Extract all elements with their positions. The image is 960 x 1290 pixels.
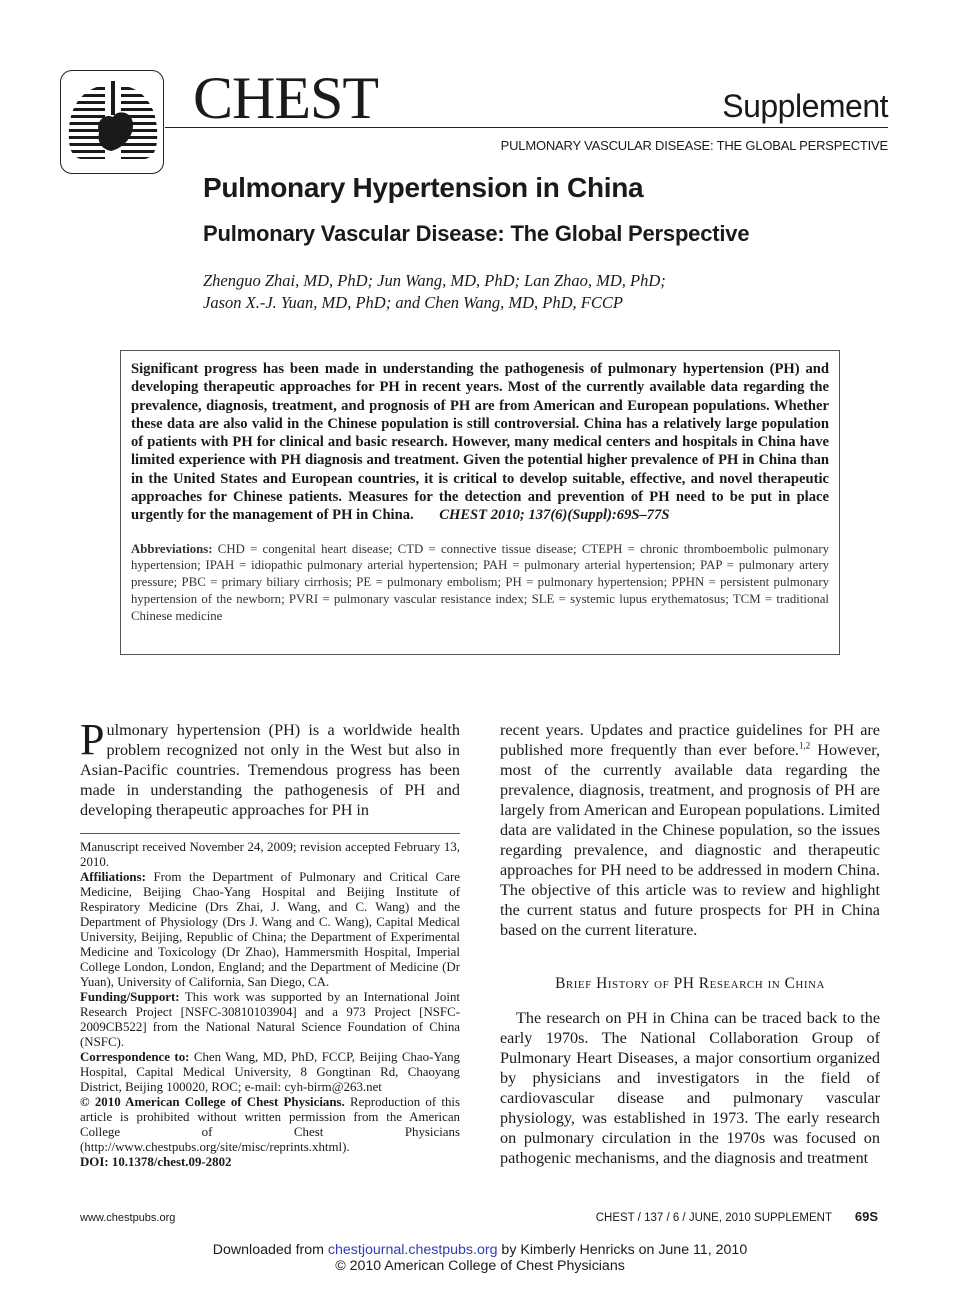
supplement-label: Supplement — [722, 88, 888, 124]
header-rule — [165, 127, 888, 128]
funding — [80, 990, 460, 1050]
affiliations — [80, 870, 460, 990]
abbreviations-text: CHD = congenital heart disease; CTD = connective tissue disease; CTEPH = chronic thromboembolic pulmonary hypertension; IPAH = idiopathic pulmonary arterial hypertension; PAH = pulmonary arterial hypertension; PAP = pulmonary artery pressure; PBC = primary biliary cirrhosis; PE = pulmonary embolism; PH = pulmonary hypertension; PPHN = persistent pulmonary hypertension of the newborn; PVRI = pulmonary vascular resistance index; SLE = systemic lupus erythematosus; TCM = traditional Chinese medicine — [131, 541, 830, 623]
correspondence-text: Chen Wang, MD, PhD, FCCP, Beijing Chao-Yang Hospital, Capital Medical University, 8 Gongtinan Rd, Chaoyang District, Beijing 100020, ROC; e-mail: cyh-birm@263.net — [80, 1050, 460, 1094]
funding-text: This work was supported by an International Joint Research Project [NSFC-30810103904] and a 973 Project [NSFC-2009CB522] from the National Natural Science Foundation of China (NSFC). — [80, 990, 460, 1049]
manuscript-dates: Manuscript received November 24, 2009; revision accepted February 13, 2010. — [80, 840, 460, 869]
section-label: PULMONARY VASCULAR DISEASE: THE GLOBAL PERSPECTIVE — [500, 138, 888, 153]
article-subtitle: Pulmonary Vascular Disease: The Global Perspective — [203, 221, 750, 246]
page-number: 69S — [854, 1209, 878, 1224]
affiliations-label: Affiliations: — [80, 870, 146, 884]
doi — [80, 1155, 460, 1170]
doi-label: DOI: — [80, 1155, 109, 1169]
authors-line-2: Jason X.-J. Yuan, MD, PhD; and Chen Wang, MD, PhD, FCCP — [203, 293, 623, 312]
notes-rule — [80, 833, 460, 834]
abstract-box — [120, 350, 840, 655]
copyright-line: © 2010 American College of Chest Physicians — [335, 1258, 625, 1274]
intro-text: ulmonary hypertension (PH) is a worldwide health problem recognized not only in the West but also in Asian-Pacific countries. Tremendous progress has been made in understanding the pathogenesis of PH and developing therapeutic approaches for PH in — [80, 721, 460, 819]
right-paragraph-1 — [500, 720, 880, 940]
copyright-label: © 2010 American College of Chest Physicians. — [80, 1095, 345, 1109]
copyright-note — [80, 1095, 460, 1155]
right-column — [500, 720, 880, 1168]
abbreviations-label: Abbreviations: — [131, 541, 213, 556]
correspondence — [80, 1050, 460, 1095]
authors-line-1: Zhenguo Zhai, MD, PhD; Jun Wang, MD, PhD; Lan Zhao, MD, PhD; — [203, 271, 666, 290]
download-notice — [0, 1242, 960, 1259]
abstract-text: Significant progress has been made in understanding the pathogenesis of pulmonary hypertension (PH) and developing therapeutic approaches for PH in recent years. Most of the currently available data regarding the prevalence, diagnosis, treatment, and prognosis of PH are from American and European populations. Whether these data are also valid in the Chinese population is still controversial. China has a relatively large population of patients with PH for clinical and basic research. However, many medical centers and hospitals in China have limited experience with PH diagnosis and treatment. Given the potential higher prevalence of PH in China than in the United States and European countries, it is critical to develop suitable, effective, and novel therapeutic approaches for Chinese patients. Measures for the detection and prevention of PH need to be put in place urgently for the management of PH in China. — [131, 361, 829, 524]
affiliations-text: From the Department of Pulmonary and Critical Care Medicine, Beijing Chao-Yang Hospital and Beijing Institute of Respiratory Medicine (Drs Zhai, J. Wang, and C. Wang) and the Department of Physiology (Drs J. Wang and C. Wang), Capital Medical University, Beijing, Republic of China; the Department of Experimental Medicine and Toxicology (Dr Zhao), Hammersmith Hospital, Imperial College London, London, England; and the Department of Medicine (Dr Yuan), University of California, San Diego, CA. — [80, 870, 460, 989]
footer-url[interactable]: www.chestpubs.org — [80, 1212, 176, 1224]
journal-logo — [60, 70, 164, 174]
journal-name: CHEST — [193, 65, 379, 131]
intro-paragraph — [80, 715, 460, 820]
section-heading: Brief History of PH Research in China — [555, 975, 825, 992]
download-prefix: Downloaded from — [212, 1242, 328, 1258]
author-list — [203, 270, 843, 314]
lungs-heart-logo-icon — [61, 71, 164, 174]
drop-cap: P — [80, 715, 105, 764]
download-suffix: by Kimberly Henricks on June 11, 2010 — [497, 1242, 748, 1258]
download-link[interactable]: chestjournal.chestpubs.org — [327, 1242, 498, 1258]
citation: CHEST 2010; 137(6)(Suppl):69S–77S — [439, 507, 670, 524]
copyright-text: Reproduction of this article is prohibited without written permission from the American College of Chest Physicians (http://www.chestpubs.org/site/misc/reprints.xhtml). — [80, 1095, 460, 1154]
right-paragraph-1-text: recent years. Updates and practice guidelines for PH are published more frequently than ever before. — [500, 721, 880, 759]
right-paragraph-2: The research on PH in China can be traced back to the early 1970s. The National Collaboration Group of Pulmonary Heart Diseases, a major consortium organized by physicians and investigators in the field of cardiovascular disease and pulmonary vascular physiology, was established in 1973. The early research on pulmonary circulation in the 1970s was focused on pathogenic mechanisms, and the diagnosis and treatment — [500, 1009, 880, 1167]
correspondence-label: Correspondence to: — [80, 1050, 190, 1064]
funding-label: Funding/Support: — [80, 990, 180, 1004]
article-notes — [80, 840, 460, 1170]
doi-text: 10.1378/chest.09-2802 — [108, 1155, 232, 1169]
footer-issue: CHEST / 137 / 6 / JUNE, 2010 SUPPLEMENT — [595, 1212, 832, 1224]
right-paragraph-1-rest: However, most of the currently available data regarding the prevalence, diagnosis, treatment, and prognosis of PH are largely from American and European populations. Limited data are validated in the Chinese population, so the issues regarding prevalence, and diagnostic and therapeutic approaches for PH need to be addressed in modern China. The objective of this article was to review and highlight the current status and future prospects for PH in China based on the current literature. — [500, 741, 880, 939]
abbreviations — [131, 541, 829, 625]
reference-superscript: 1,2 — [798, 740, 811, 751]
article-title: Pulmonary Hypertension in China — [203, 172, 644, 203]
abstract — [131, 360, 829, 525]
